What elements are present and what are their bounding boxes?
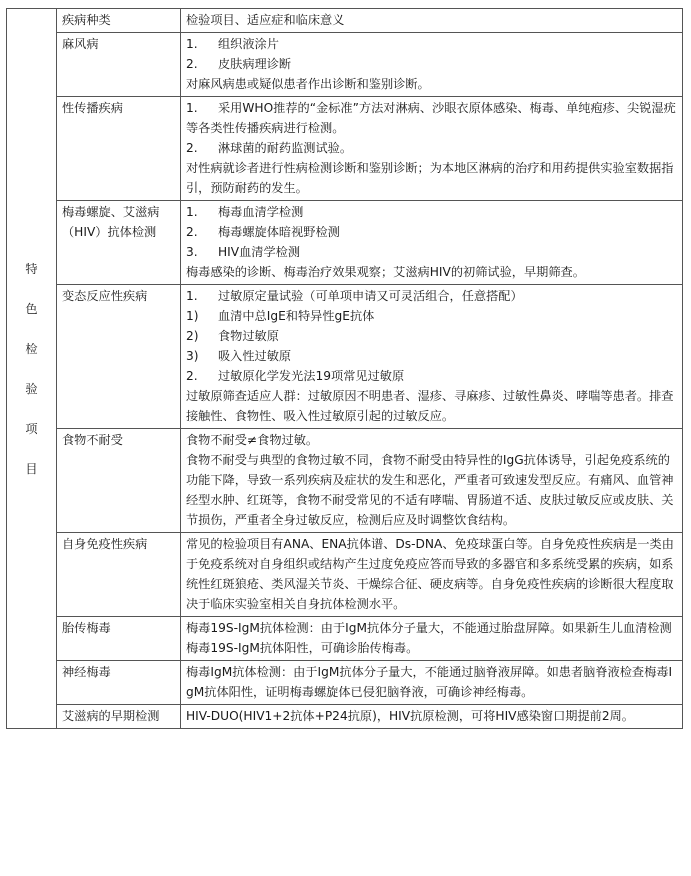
side-char: 检	[25, 341, 38, 356]
category-cell: 自身免疫性疾病	[57, 533, 181, 617]
table-row	[7, 533, 683, 617]
item-number: 1.	[186, 289, 198, 303]
item-text: 食物不耐受与典型的食物过敏不同，食物不耐受由特异性的IgG抗体诱导，引起免疫系统的功能下降，导致一系列疾病及症状的发生和恶化，严重者可致速发型反应。有痛风、血管神经型水肿、红斑等，食物不耐受常见的不适有哮喘、胃肠道不适、皮肤过敏反应或皮肤、关节损伤，严重者全身过敏反应，检测后应及时调整饮食结构。	[186, 453, 674, 527]
category-cell: 变态反应性疾病	[57, 285, 181, 429]
detail-line	[186, 34, 677, 54]
category-cell: 食物不耐受	[57, 429, 181, 533]
detail-line	[186, 138, 677, 158]
header-row	[7, 9, 683, 33]
detail-line	[186, 74, 677, 94]
item-number: 1.	[186, 205, 198, 219]
item-text: 对性病就诊者进行性病检测诊断和鉴别诊断；为本地区淋病的治疗和用药提供实验室数据指引，预防耐药的发生。	[186, 161, 674, 195]
item-text: 梅毒螺旋体暗视野检测	[218, 225, 340, 239]
detail-cell	[181, 201, 683, 285]
side-char: 色	[25, 301, 38, 316]
item-text: 梅毒19S-IgM抗体检测：由于IgM抗体分子量大，不能通过胎盘屏障。如果新生儿血清检测梅毒19S-IgM抗体阳性，可确诊胎传梅毒。	[186, 621, 672, 655]
table-body	[7, 9, 683, 729]
table-row	[7, 33, 683, 97]
item-text: 过敏原筛查适应人群：过敏原因不明患者、湿疹、寻麻疹、过敏性鼻炎、哮喘等患者。排查接触性、食物性、吸入性过敏原引起的过敏反应。	[186, 389, 674, 423]
side-char: 特	[25, 261, 38, 276]
category-cell: 梅毒螺旋、艾滋病（HIV）抗体检测	[57, 201, 181, 285]
category-cell: 艾滋病的早期检测	[57, 705, 181, 729]
detail-line	[186, 430, 677, 450]
detail-cell	[181, 705, 683, 729]
item-text: 过敏原化学发光法19项常见过敏原	[218, 369, 405, 383]
detail-line	[186, 306, 677, 326]
item-number: 1)	[186, 309, 199, 323]
item-number: 2.	[186, 57, 198, 71]
table-row	[7, 429, 683, 533]
item-text: 采用WHO推荐的“金标准”方法对淋病、沙眼衣原体感染、梅毒、单纯疱疹、尖锐湿疣等各类性传播疾病进行检测。	[186, 101, 676, 135]
item-text: 淋球菌的耐药监测试验。	[218, 141, 353, 155]
item-text: HIV血清学检测	[218, 245, 301, 259]
item-number: 3)	[186, 349, 199, 363]
detail-cell	[181, 661, 683, 705]
table-row	[7, 97, 683, 201]
side-char: 目	[25, 461, 38, 476]
detail-line	[186, 366, 677, 386]
detail-line	[186, 262, 677, 282]
detail-line	[186, 386, 677, 426]
item-number: 1.	[186, 37, 198, 51]
item-text: 血清中总IgE和特异性gE抗体	[218, 309, 375, 323]
item-text: 梅毒感染的诊断、梅毒治疗效果观察；艾滋病HIV的初筛试验，早期筛查。	[186, 265, 585, 279]
detail-line	[186, 286, 677, 306]
item-text: 吸入性过敏原	[218, 349, 292, 363]
side-char: 项	[25, 421, 38, 436]
item-text: 皮肤病理诊断	[218, 57, 292, 71]
header-detail: 检验项目、适应症和临床意义	[181, 9, 683, 33]
category-cell: 麻风病	[57, 33, 181, 97]
detail-line	[186, 618, 677, 658]
category-cell: 性传播疾病	[57, 97, 181, 201]
item-number: 2.	[186, 225, 198, 239]
item-number: 2.	[186, 369, 198, 383]
table-row	[7, 705, 683, 729]
item-text: 梅毒IgM抗体检测：由于IgM抗体分子量大，不能通过脑脊液屏障。如患者脑脊液检查梅毒IgM抗体阳性，证明梅毒螺旋体已侵犯脑脊液，可确诊神经梅毒。	[186, 665, 673, 699]
detail-line	[186, 450, 677, 530]
item-number: 2)	[186, 329, 199, 343]
detail-cell	[181, 285, 683, 429]
item-text: 梅毒血清学检测	[218, 205, 304, 219]
detail-line	[186, 158, 677, 198]
table-row	[7, 201, 683, 285]
category-cell: 神经梅毒	[57, 661, 181, 705]
table-row	[7, 617, 683, 661]
table-row	[7, 285, 683, 429]
inspection-table	[6, 8, 683, 729]
detail-cell	[181, 33, 683, 97]
item-text: 组织液涂片	[218, 37, 279, 51]
item-text: 食物不耐受≠食物过敏。	[186, 433, 319, 447]
item-number: 3.	[186, 245, 198, 259]
detail-line	[186, 326, 677, 346]
item-number: 2.	[186, 141, 198, 155]
detail-line	[186, 202, 677, 222]
table-row	[7, 661, 683, 705]
detail-line	[186, 54, 677, 74]
detail-cell	[181, 97, 683, 201]
detail-line	[186, 534, 677, 614]
detail-line	[186, 706, 677, 726]
detail-line	[186, 98, 677, 138]
detail-cell	[181, 617, 683, 661]
item-number: 1.	[186, 101, 198, 115]
detail-cell	[181, 533, 683, 617]
side-char: 验	[25, 381, 38, 396]
detail-line	[186, 242, 677, 262]
item-text: 食物过敏原	[218, 329, 279, 343]
detail-line	[186, 662, 677, 702]
item-text: HIV-DUO(HIV1+2抗体+P24抗原)，HIV抗原检测，可将HIV感染窗口期提前2周。	[186, 709, 634, 723]
detail-line	[186, 346, 677, 366]
item-text: 过敏原定量试验（可单项申请又可灵活组合，任意搭配）	[218, 289, 523, 303]
item-text: 常见的检验项目有ANA、ENA抗体谱、Ds-DNA、免疫球蛋白等。自身免疫性疾病是一类由于免疫系统对自身组织或结构产生过度免疫应答而导致的多器官和多系统受累的疾病，如系统性红斑狼疮、类风湿关节炎、干燥综合征、硬皮病等。自身免疫性疾病的诊断很大程度取决于临床实验室相关自身抗体检测水平。	[186, 537, 674, 611]
side-label-cell	[7, 9, 57, 729]
header-category: 疾病种类	[57, 9, 181, 33]
detail-cell	[181, 429, 683, 533]
category-cell: 胎传梅毒	[57, 617, 181, 661]
item-text: 对麻风病患或疑似患者作出诊断和鉴别诊断。	[186, 77, 430, 91]
detail-line	[186, 222, 677, 242]
